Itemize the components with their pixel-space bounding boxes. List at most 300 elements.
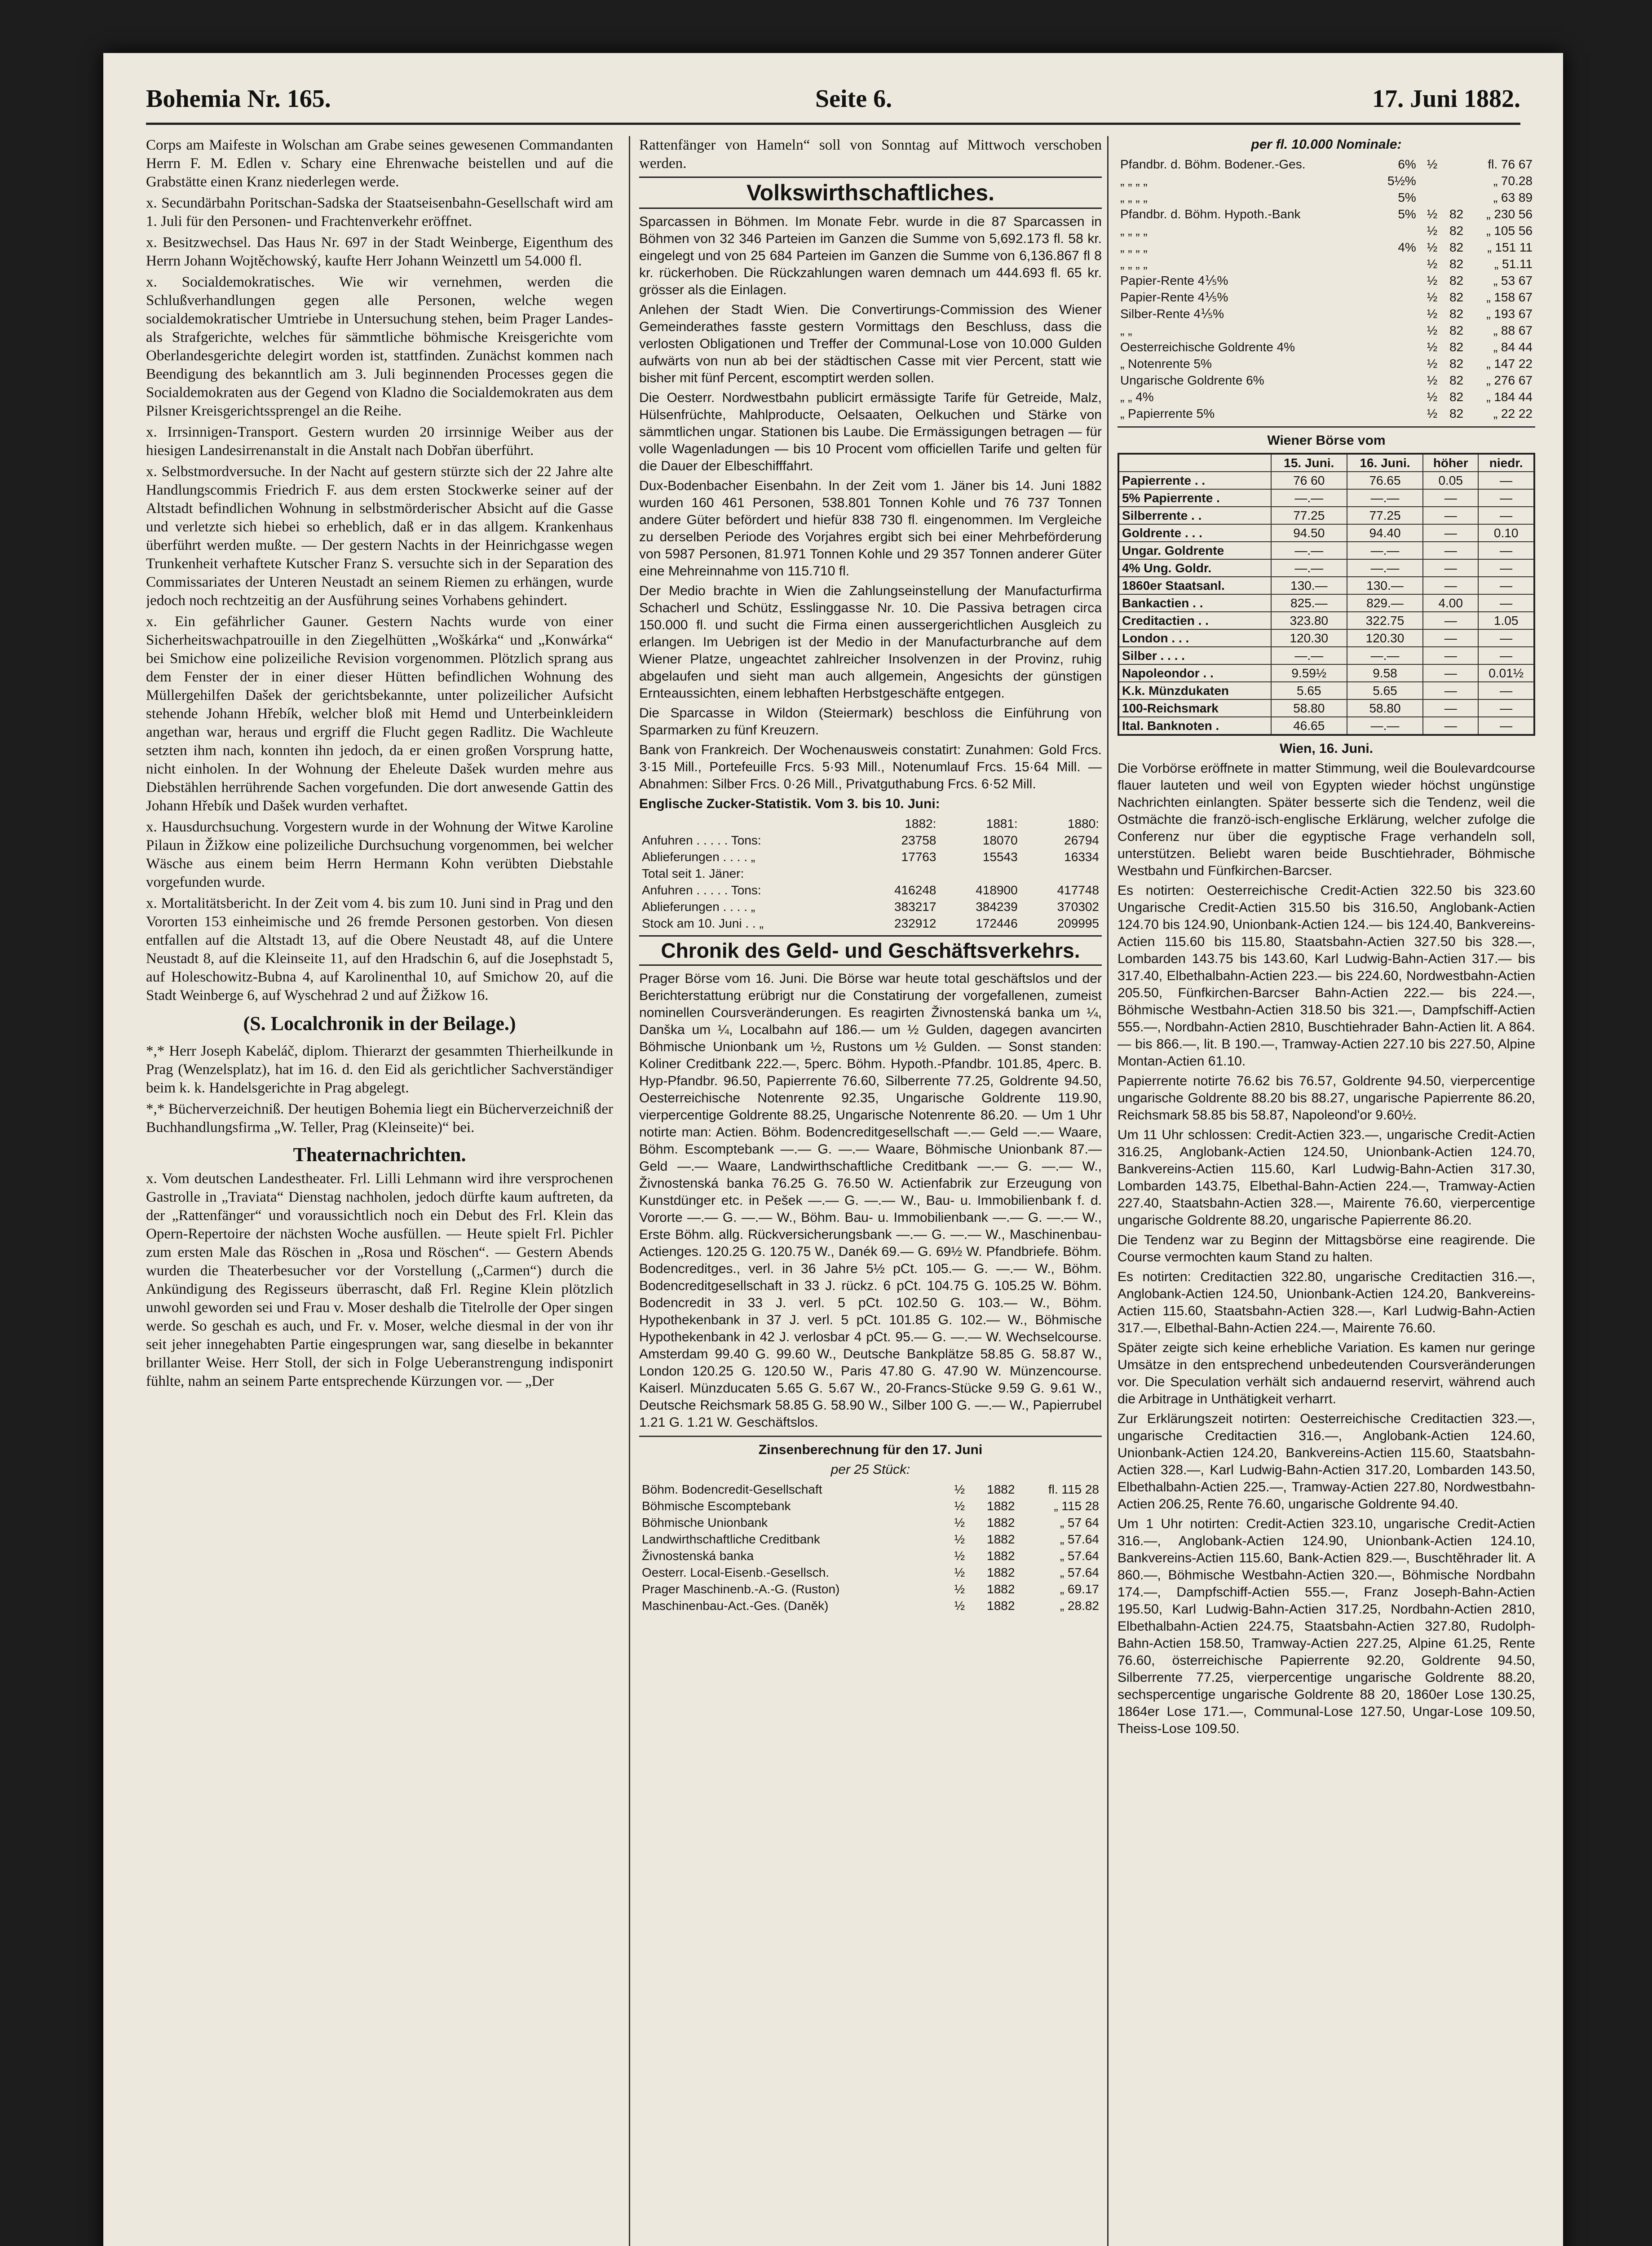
zinsen-v: „ 57.64 [1060,1532,1099,1546]
zucker-year-row [639,815,1102,832]
boerse-cell: 322.75 [1347,612,1423,629]
boerse-row [1118,717,1534,735]
boerse-row [1118,629,1534,647]
zinsen-y: 1882 [987,1532,1015,1546]
zucker-year: 1882: [905,817,936,831]
boerse-cell: Silber . . . . [1118,647,1271,664]
nominal-y: 82 [1449,373,1464,387]
boerse-cell: —.— [1271,647,1347,664]
nominal-f: ½ [1427,390,1438,404]
nominal-row [1118,389,1535,405]
boerse-cell: — [1423,717,1478,735]
nominal-pct [1373,355,1419,372]
nominal-row [1118,206,1535,222]
nominal-row [1118,372,1535,389]
boerse-cell: 9.58 [1347,664,1423,682]
zucker-value [1020,865,1102,882]
theater-text: x. Vom deutschen Landestheater. Frl. Lilli Lehmann wird ihre versprochenen Gastrolle in „Traviata“ Dienstag nachholen, jedoch dürfte kaum auftreten, da der „Rattenfänger“ und voraussichtlich noch ein Debut des Frl. Klein das Opern-Repertoire der nächsten Woche ausfüllen. — Heute spielt Frl. Pichler zum ersten Male das Röschen in „Rosa und Röschen“. — Gestern Abends wurden die Theaterbesucher vor der Vorstellung („Carmen“) durch die Ankündigung des Regisseurs überrascht, daß Frl. Regine Klein plötzlich unwohl geworden sei und Frau v. Moser deshalb die Titelrolle der Oper singen werde. So geschah es auch, und Fr. v. Moser, welche diesmal in der von ihr seit jeher innegehabten Partie eingesprungen war, sang dieselbe in bekannter brillanter Weise. Herr Stoll, der sich in Folge Ueberanstrengung indisponirt fühlte, nahm an seinem Parte entsprechende Kürzungen vor. — „Der [146,1171,613,1389]
boerse-row [1118,524,1534,542]
news-item: x. Besitzwechsel. Das Haus Nr. 697 in der Stadt Weinberge, Eigenthum des Herrn Johann Wojtěchowský, kaufte Herr Johann Weinzettl um 54.000 fl. [146,234,613,269]
zinsen-row [639,1481,1102,1498]
nominal-name: „ „ „ „ [1120,190,1148,204]
boerse-cell: — [1423,682,1478,699]
boerse-cell: Creditactien . . [1118,612,1271,629]
nominal-name: „ „ „ „ [1120,240,1148,254]
nominal-name: „ „ „ „ [1120,257,1148,271]
nominal-pct [1373,289,1419,305]
zinsen-f: ½ [954,1532,965,1546]
zinsen-f: ½ [954,1499,965,1513]
boerse-row [1118,647,1534,664]
nominal-v: „ 158 67 [1486,290,1533,304]
news-item: Corps am Maifeste in Wolschan am Grabe seines gewesenen Commandanten Herrn F. M. Edlen v. Schary eine Ehrenwache beistellen und auf die Grabstätte einen Kranz niederlegen werde. [146,137,613,190]
nominal-y: 82 [1449,274,1464,287]
zucker-value: 384239 [976,900,1018,914]
nominal-pct [1373,389,1419,405]
zucker-title: Englische Zucker-Statistik. Vom 3. bis 10. Juni: [639,796,940,811]
nominal-y: 82 [1449,323,1464,337]
nominal-name: „ „ „ „ [1120,174,1148,188]
zucker-row [639,915,1102,932]
boerse-header: 15. Juni. [1271,454,1347,472]
nominal-name: „ Notenrente 5% [1120,357,1212,371]
boerse-cell: —.— [1271,542,1347,559]
boerse-cell: —.— [1347,542,1423,559]
boerse-cell: — [1478,647,1534,664]
boerse-cell: — [1478,699,1534,717]
zinsen-row [639,1597,1102,1614]
boerse-header: niedr. [1478,454,1534,472]
theater-heading: Theaternachrichten. [293,1144,466,1166]
column-local-news [146,136,613,2246]
boerse-cell: 1.05 [1478,612,1534,629]
boerse-cell: — [1478,577,1534,594]
zucker-value: 209995 [1057,916,1099,930]
nominal-v: „ 84 44 [1493,340,1533,354]
column-stock-exchange [1107,136,1535,2246]
zinsen-name: Böhm. Bodencredit-Gesellschaft [642,1482,822,1496]
boerse-cell: 5.65 [1347,682,1423,699]
nominal-f: ½ [1427,323,1438,337]
nominal-pct [1373,256,1419,272]
boerse-cell: —.— [1347,717,1423,735]
nominal-f: ½ [1427,373,1438,387]
zinsen-y: 1882 [987,1516,1015,1530]
column-economy [629,136,1102,2246]
boerse-cell: London . . . [1118,629,1271,647]
nominal-name: Pfandbr. d. Böhm. Hypoth.-Bank [1120,207,1301,221]
nominal-y: 82 [1449,224,1464,238]
nominal-name: „ „ [1120,323,1132,337]
boerse-cell: — [1478,559,1534,577]
zucker-label: Anfuhren . . . . . Tons: [642,833,761,847]
notice-paragraphs [146,1042,613,1137]
boerse-header: höher [1423,454,1478,472]
boerse-cell: 120.30 [1271,629,1347,647]
boerse-cell: 5.65 [1271,682,1347,699]
page-header [146,80,1520,125]
nominal-pct [1373,305,1419,322]
boerse-cell: 58.80 [1347,699,1423,717]
zinsen-name: Živnostenská banka [642,1549,754,1563]
boerse-cell: — [1478,682,1534,699]
boerse-cell: 130.— [1271,577,1347,594]
boerse-cell: 4.00 [1423,594,1478,612]
boerse-cell: —.— [1347,489,1423,507]
zucker-table [639,815,1102,932]
zucker-value: 15543 [982,850,1018,864]
zucker-year: 1880: [1067,817,1099,831]
boerse-cell: 0.01½ [1478,664,1534,682]
zinsen-row [639,1564,1102,1581]
zucker-value: 17763 [901,850,936,864]
localchronik-notice: (S. Localchronik in der Beilage.) [243,1012,516,1035]
nominal-row [1118,239,1535,256]
zinsen-f: ½ [954,1549,965,1563]
boerse-cell: —.— [1271,489,1347,507]
zinsen-table [639,1481,1102,1614]
economy-item: Anlehen der Stadt Wien. Die Convertirungs-Commission des Wiener Gemeinderathes fasste gestern Vormittags den Beschluss, dass die verlosten Obligationen und Treffer der Communal-Lose von 10.000 Gulden aufwärts von nun ab bei der städtischen Casse mit vier Percent, statt wie bisher mit fünf Percent, escomptirt werden sollen. [639,302,1102,385]
nominal-v: „ 184 44 [1486,390,1533,404]
zucker-value: 370302 [1057,900,1099,914]
wien-report-item: Papierrente notirte 76.62 bis 76.57, Goldrente 94.50, vierpercentige ungarische Goldrente 88.20 bis 88.27, ungarische Papierrente 86.20, Reichsmark 58.85 bis 58.87, Napoleond'or 9.60½. [1118,1074,1535,1123]
boerse-cell: — [1423,542,1478,559]
zucker-value: 416248 [894,883,936,897]
nominal-y: 82 [1449,290,1464,304]
news-item: x. Socialdemokratisches. Wie wir vernehmen, werden die Schlußverhandlungen gegen alle Personen, welche wegen socialdemokratischer Umtriebe in Untersuchung stehen, beim Prager Landes- als Strafgerichte, welches für sämmtliche böhmische Kreisgerichte vom Oberlandesgerichte delegirt worden ist, stattfinden. Zunächst kommen nach Beendigung des bekanntlich am 3. Juli beginnenden Processes gegen die Socialdemokraten aus der Gegend von Kladno die Socialdemokraten aus dem Pilsner Kreisgerichtssprengel an die Reihe. [146,274,613,419]
boerse-cell: — [1478,507,1534,524]
boerse-cell: 100-Reichsmark [1118,699,1271,717]
nominal-pct: 5% [1398,207,1416,221]
boerse-cell: Bankactien . . [1118,594,1271,612]
nominal-y: 82 [1449,307,1464,321]
nominal-row [1118,172,1535,189]
nominal-row [1118,272,1535,289]
zucker-row [639,898,1102,915]
zinsen-f: ½ [954,1482,965,1496]
nominal-v: „ 276 67 [1486,373,1533,387]
boerse-row [1118,594,1534,612]
zucker-row [639,882,1102,898]
economy-intro: Rattenfänger von Hameln“ soll von Sonntag auf Mittwoch verschoben werden. [639,137,1102,172]
nominal-pct [1373,322,1419,339]
boerse-cell: — [1478,717,1534,735]
zucker-value: 23758 [901,833,936,847]
boerse-row [1118,559,1534,577]
zinsen-row [639,1531,1102,1547]
economy-item: Sparcassen in Böhmen. Im Monate Febr. wurde in die 87 Sparcassen in Böhmen von 32 346 Parteien im Ganzen die Summe von 5,692.173 fl. 58 kr. eingelegt und von 25 684 Parteien im Ganzen die Summe von 6,136.867 fl 8 kr. rückerhoben. Die Rückzahlungen waren demnach um 444.693 fl. 65 kr. grösser als die Einlagen. [639,214,1102,297]
zinsen-y: 1882 [987,1549,1015,1563]
news-item: x. Ein gefährlicher Gauner. Gestern Nachts wurde von einer Sicherheitswachpatrouille in den Ziegelhütten „Woškárka“ und „Konwárka“ bei Smichow eine polizeiliche Revision vorgenommen. Plötzlich sprang aus dem Fenster der in einer dieser Hütten befindlichen Wohnung des Müllergehilfen Dašek der gerichtsbekannte, unter polizeilicher Aufsicht stehende Johann Hřebík, welcher bloß mit Hemd und Unterbeinkleidern angethan war, heraus und ergriff die Flucht gegen Radlitz. Die Wachleute setzten ihm nach, konnten ihn jedoch, da er einen großen Vorsprung hatte, nicht einholen. In der Wohnung der Eheleute Dašek wurden mehre aus Diebstählen herrührende Sachen vorgefunden. Die dort anwesende Gattin des Johann Hřebík und Dašek wurden verhaftet. [146,614,613,814]
zinsen-y: 1882 [987,1499,1015,1513]
nominal-title: per fl. 10.000 Nominale: [1251,137,1402,152]
nominal-pct: 4% [1398,240,1416,254]
boerse-row [1118,682,1534,699]
zucker-row [639,832,1102,849]
nominal-f [1419,172,1440,189]
nominal-pct [1373,272,1419,289]
boerse-header: 16. Juni. [1347,454,1423,472]
nominal-row [1118,339,1535,355]
wien-report-item: Die Tendenz war zu Beginn der Mittagsbörse eine reagirende. Die Course vermochten kaum Stand zu halten. [1118,1233,1535,1264]
zinsen-f: ½ [954,1516,965,1530]
zucker-year: 1881: [986,817,1018,831]
wien-report-item: Um 1 Uhr notirten: Credit-Actien 323.10, ungarische Credit-Actien 316.—, Anglobank-Actien 124.90, Unionbank-Actien 124.10, Bankvereins-Actien 115.60, Bank-Actien 829.—, Buschtěhrader lit. A 860.—, Böhmische Westbahn-Actien 320.—, Böhmische Nordbahn 174.—, Dampfschiff-Actien 555.—, Franz Joseph-Bahn-Actien 195.50, Karl Ludwig-Bahn-Actien 317.25, Nordbahn-Actien 2810, Elbethalbahn-Actien 224.75, Staatsbahn-Actien 327.80, Rudolph-Bahn-Actien 158.50, Tramway-Actien 227.25, Alpine 61.25, Rente 76.60, österreichische Papierrente 92.20, Goldrente 94.50, Silberrente 77.25, vierpercentige ungarische Goldrente 88.20, sechspercentige ungarische Goldrente 88 20, 1860er Lose 130.25, 1864er Lose 171.—, Communal-Lose 127.50, Ungar-Lose 109.50, Theiss-Lose 109.50. [1118,1516,1535,1736]
boerse-cell: 76.65 [1347,472,1423,489]
wien-dateline: Wien, 16. Juni. [1279,741,1374,756]
nominal-v: „ 53 67 [1493,274,1533,287]
news-item: x. Mortalitätsbericht. In der Zeit vom 4. bis zum 10. Juni sind in Prag und den Vororten 153 einheimische und 26 fremde Personen gestorben. Von diesen entfallen auf die Altstadt 13, auf die Obere Neustadt 48, auf die Untere Neustadt 8, auf die Kleinseite 11, auf den Hradschin 6, auf die Josephstadt 5, auf Holeschowitz-Bubna 4, auf Karolinenthal 10, auf Smichow 20, auf die Stadt Weinberge 6, auf Wyschehrad 2 und auf Žižkow 16. [146,895,613,1004]
boerse-cell: — [1478,629,1534,647]
boerse-row [1118,472,1534,489]
nominal-f: ½ [1427,240,1438,254]
boerse-cell: Ital. Banknoten . [1118,717,1271,735]
zinsen-v: „ 28.82 [1060,1599,1099,1613]
boerse-cell: 46.65 [1271,717,1347,735]
nominal-pct: 5% [1398,190,1416,204]
economy-item: Dux-Bodenbacher Eisenbahn. In der Zeit vom 1. Jäner bis 14. Juni 1882 wurden 160 461 Personen, 538.801 Tonnen Kohle und 76 737 Tonnen andere Güter befördert und hiefür 838 730 fl. eingenommen. Im Vergleiche zu derselben Periode des Vorjahres ergibt sich bei einer Mehrbeförderung von 5987 Personen, 81.971 Tonnen Kohle und 29 357 Tonnen anderer Güter eine Mehreinnahme von 115.710 fl. [639,478,1102,579]
nominal-f: ½ [1427,207,1438,221]
boerse-cell: Ungar. Goldrente [1118,542,1271,559]
chronik-heading: Chronik des Geld- und Geschäftsverkehrs. [639,935,1102,966]
zucker-row [639,865,1102,882]
boerse-cell: —.— [1347,559,1423,577]
header-page-number: Seite 6. [815,85,892,113]
boerse-row [1118,489,1534,507]
nominal-f: ½ [1427,224,1438,238]
wien-report-paragraphs [1118,760,1535,1738]
zucker-value: 172446 [976,916,1018,930]
boerse-cell: — [1423,559,1478,577]
nominal-row [1118,256,1535,272]
zinsen-y: 1882 [987,1582,1015,1596]
zucker-label: Stock am 10. Juni . . „ [642,916,764,930]
nominal-y: 82 [1449,207,1464,221]
nominal-pct [1373,339,1419,355]
boerse-cell: 94.50 [1271,524,1347,542]
zinsen-row [639,1581,1102,1597]
boerse-cell: — [1423,612,1478,629]
zinsen-v: „ 57.64 [1060,1565,1099,1579]
nominal-v: „ 147 22 [1486,357,1533,371]
boerse-row [1118,507,1534,524]
boerse-cell: — [1478,594,1534,612]
news-item: x. Hausdurchsuchung. Vorgestern wurde in der Wohnung der Witwe Karoline Pilaun in Žižkow eine polizeiliche Durchsuchung vorgenommen, bei welcher Wäsche aus einem beim Herrn Hermann Kohn verübten Diebstahle vorgefunden wurde. [146,819,613,890]
nominal-v: fl. 76 67 [1488,157,1533,171]
zucker-label: Ablieferungen . . . . „ [642,850,755,864]
zinsen-name: Böhmische Escomptebank [642,1499,791,1513]
nominal-f: ½ [1427,407,1438,420]
boerse-cell: 58.80 [1271,699,1347,717]
boerse-cell: — [1423,524,1478,542]
newspaper-page [103,53,1563,2246]
boerse-cell: 1860er Staatsanl. [1118,577,1271,594]
nominal-name: „ „ „ „ [1120,224,1148,238]
boerse-cell: — [1423,647,1478,664]
nominal-v: „ 70.28 [1493,174,1533,188]
zinsen-subtitle: per 25 Stück: [830,1462,910,1477]
nominal-name: Oesterreichische Goldrente 4% [1120,340,1295,354]
nominal-v: „ 151 11 [1487,240,1533,254]
wien-report-item: Es notirten: Creditactien 322.80, ungarische Creditactien 316.—, Anglobank-Actien 124.50, Unionbank-Actien 124.20, Bankvereins-Actien 115.60, Staatsbahn-Actien 328.—, Karl Ludwig-Bahn-Actien 317.—, Elbethal-Bahn-Actien 224.—, Mairente 76.60. [1118,1269,1535,1335]
header-issue: Bohemia Nr. 165. [146,85,331,113]
nominal-name: Papier-Rente 4⅕% [1120,274,1228,287]
boerse-row [1118,577,1534,594]
nominal-row [1118,289,1535,305]
nominal-v: „ 88 67 [1493,323,1533,337]
boerse-cell: — [1423,629,1478,647]
wien-report-item: Es notirten: Oesterreichische Credit-Actien 322.50 bis 323.60 Ungarische Credit-Actien 315.50 bis 316.50, Anglobank-Actien 124.70 bis 124.90, Unionbank-Actien 124.— bis 124.40, Bankvereins-Actien 115.60 bis 115.80, Staatsbahn-Actien 327.50 bis 328.—, Lombarden 143.75 bis 143.60, Karl Ludwig-Bahn-Actien 317.— bis 317.40, Elbethalbahn-Actien 223.— bis 224.60, Nordwestbahn-Actien 205.50, Fünfkirchen-Barcser Bahn-Actien 222.— bis 224.—, Böhmische Westbahn-Actien 318.50 bis 321.—, Dampfschiff-Actien 555.—, Nordbahn-Actien 2810, Buschtiehrader Bahn-Actien lit. A 864.— bis 866.—, lit. B 190.—, Tramway-Actien 227.10 bis 227.50, Alpine Montan-Actien 61.10. [1118,883,1535,1069]
zinsen-v: fl. 115 28 [1048,1482,1099,1496]
boerse-cell: 0.05 [1423,472,1478,489]
nominal-row [1118,322,1535,339]
local-news-paragraphs [146,136,613,1005]
boerse-cell: 77.25 [1347,507,1423,524]
nominal-name: Papier-Rente 4⅕% [1120,290,1228,304]
zinsen-y: 1882 [987,1565,1015,1579]
nominal-v: „ 105 56 [1486,224,1533,238]
zinsen-v: „ 57 64 [1060,1516,1099,1530]
boerse-cell: 4% Ung. Goldr. [1118,559,1271,577]
zucker-value: 232912 [894,916,936,930]
nominal-y [1440,156,1466,172]
nominal-row [1118,355,1535,372]
zinsen-y: 1882 [987,1482,1015,1496]
zinsen-row [639,1498,1102,1514]
boerse-cell: — [1423,664,1478,682]
economy-heading: Volkswirthschaftliches. [639,177,1102,209]
nominal-v: „ 193 67 [1486,307,1533,321]
boerse-row [1118,542,1534,559]
zinsen-v: „ 57.64 [1060,1549,1099,1563]
zinsen-f: ½ [954,1599,965,1613]
nominal-name: Pfandbr. d. Böhm. Bodener.-Ges. [1120,157,1306,171]
wien-report-item: Zur Erklärungszeit notirten: Oesterreichische Creditactien 323.—, ungarische Creditactien 316.—, Anglobank-Actien 124.60, Unionbank-Actien 124.20, Bankvereins-Actien 115.60, Staatsbahn-Actien 328.—, Karl Ludwig-Bahn-Actien 317.20, Lombarden 143.50, Elbethalbahn-Actien 225.—, Tramway-Actien 227.80, Nordwestbahn-Actien 206.25, Rente 76.60, ungarische Goldrente 94.40. [1118,1411,1535,1512]
boerse-cell: 130.— [1347,577,1423,594]
nominal-name: Silber-Rente 4⅕% [1120,307,1224,321]
zinsen-row [639,1547,1102,1564]
boerse-cell: 829.— [1347,594,1423,612]
boerse-cell: 5% Papierrente . [1118,489,1271,507]
header-date: 17. Juni 1882. [1372,85,1520,113]
zucker-value: 383217 [894,900,936,914]
boerse-cell: —.— [1271,559,1347,577]
nominal-name: Ungarische Goldrente 6% [1120,373,1264,387]
nominal-pct [1373,372,1419,389]
boerse-cell: Silberrente . . [1118,507,1271,524]
zucker-value: 418900 [976,883,1018,897]
zinsen-name: Oesterr. Local-Eisenb.-Gesellsch. [642,1565,830,1579]
zinsen-y: 1882 [987,1599,1015,1613]
wien-report-item: Später zeigte sich keine erhebliche Variation. Es kamen nur geringe Umsätze in den entsprechend unbedeutenden Coursveränderungen vor. Die Speculation verhält sich andauernd reservirt, während auch die Arbitrage in Unthätigkeit verharrt. [1118,1340,1535,1406]
boerse-cell: Napoleondor . . [1118,664,1271,682]
zinsen-f: ½ [954,1565,965,1579]
nominal-y: 82 [1449,407,1464,420]
zucker-value: 417748 [1057,883,1099,897]
boerse-cell: — [1423,489,1478,507]
notice-item: *,* Herr Joseph Kabeláč, diplom. Thierarzt der gesammten Thierheilkunde in Prag (Wenzelsplatz), hat im 16. d. den Eid als gerichtlicher Sachverständiger beim k. k. Handelsgerichte in Prag abgelegt. [146,1043,613,1096]
zinsen-name: Böhmische Unionbank [642,1516,768,1530]
zucker-value: 16334 [1064,850,1099,864]
boerse-row [1118,664,1534,682]
zucker-label: Anfuhren . . . . . Tons: [642,883,761,897]
nominal-table [1118,156,1535,422]
nominal-y: 82 [1449,357,1464,371]
nominal-pct: 5½% [1387,174,1416,188]
nominal-row [1118,189,1535,206]
nominal-f: ½ [1427,357,1438,371]
news-item: x. Secundärbahn Poritschan-Sadska der Staatseisenbahn-Gesellschaft wird am 1. Juli für den Personen- und Frachtenverkehr eröffnet. [146,195,613,230]
news-item: x. Selbstmordversuche. In der Nacht auf gestern stürzte sich der 22 Jahre alte Handlungscommis Friedrich F. aus dem ersten Stockwerke seiner auf der Altstadt befindlichen Wohnung in selbstmörderischer Absicht auf die Gasse und verletzte sich hiebei so erheblich, daß er in das allgem. Krankenhaus überführt werden mußte. — Der gestern Nachts in der Heinrichgasse wegen Trunkenheit verhaftete Kutscher Franz S. versuchte sich in der Separation des Commissariates der Unteren Neustadt an seinem Riemen zu erhängen, wurde jedoch noch rechtzeitig an der Ausführung seines Vorhabens gehindert. [146,464,613,609]
boerse-cell: 825.— [1271,594,1347,612]
nominal-y [1440,172,1466,189]
zinsen-name: Landwirthschaftliche Creditbank [642,1532,820,1546]
wien-report-item: Um 11 Uhr schlossen: Credit-Actien 323.—, ungarische Credit-Actien 316.25, Anglobank-Actien 124.50, Unionbank-Actien 124.70, Bankvereins-Actien 115.60, Karl Ludwig-Bahn-Actien 317.30, Lombarden 143.75, Elbethal-Bahn-Actien 224.—, Tramway-Actien 227.40, Staatsbahn-Actien 328.—, Mairente 76.60, vierpercentige ungarische Goldrente 88.20, ungarische Papierrente 86.20. [1118,1127,1535,1228]
boerse-cell: 77.25 [1271,507,1347,524]
economy-paragraphs [639,213,1102,793]
zinsen-f: ½ [954,1582,965,1596]
zinsen-v: „ 69.17 [1060,1582,1099,1596]
nominal-y: 82 [1449,257,1464,271]
nominal-v: „ 230 56 [1486,207,1533,221]
boerse-cell: — [1478,542,1534,559]
zinsen-row [639,1514,1102,1531]
nominal-pct [1373,222,1419,239]
nominal-name: „ Papierrente 5% [1120,407,1215,420]
boerse-cell: Goldrente . . . [1118,524,1271,542]
chronik-paragraphs [639,970,1102,1431]
zinsen-name: Prager Maschinenb.-A.-G. (Ruston) [642,1582,840,1596]
zinsen-name: Maschinenbau-Act.-Ges. (Daněk) [642,1599,829,1613]
wiener-boerse-table [1118,453,1535,736]
boerse-cell: — [1423,577,1478,594]
economy-item: Die Sparcasse in Wildon (Steiermark) beschloss die Einführung von Sparmarken zu fünf Kreuzern. [639,706,1102,738]
nominal-f: ½ [1427,157,1438,171]
boerse-cell: 120.30 [1347,629,1423,647]
zucker-value: 18070 [982,833,1018,847]
news-item: x. Irrsinnigen-Transport. Gestern wurden 20 irrsinnige Weiber aus der hiesigen Landesirrenanstalt in die Anstalt nach Dobřan überführt. [146,424,613,459]
nominal-pct [1373,405,1419,422]
nominal-v: „ 22 22 [1493,407,1533,420]
boerse-cell: —.— [1347,647,1423,664]
nominal-row [1118,222,1535,239]
economy-item: Die Oesterr. Nordwestbahn publicirt ermässigte Tarife für Getreide, Malz, Hülsenfrüchte, Mahlproducte, Oelsaaten, Oelkuchen und Stärke von sämmtlichen ungar. Stationen bis Laube. Die Ermässigungen betragen — für volle Wagenladungen — bis 10 Procent vom officiellen Tarife und gelten für die Dauer der Elbeschifffahrt. [639,390,1102,473]
zinsen-v: „ 115 28 [1054,1499,1099,1513]
wien-report-item: Die Vorbörse eröffnete in matter Stimmung, weil die Boulevardcourse flauer lauteten und weil von Egypten wieder höchst ungünstige Nachrichten einlangten. Später besserte sich die Tendenz, weil die Ostmächte die franzö-isch-englische Erklärung, welcher zufolge die Conferenz nur über die egyptische Frage verhandeln soll, unterstützen. Beliebt waren beide Buschtiehrader, Böhmische Westbahn und Fünfkirchen-Barcser. [1118,761,1535,878]
boerse-row [1118,612,1534,629]
zinsen-title: Zinsenberechnung für den 17. Juni [758,1442,983,1457]
zucker-value: 26794 [1064,833,1099,847]
nominal-f: ½ [1427,257,1438,271]
zucker-label: Total seit 1. Jäner: [642,867,744,880]
nominal-pct: 6% [1398,157,1416,171]
nominal-row [1118,156,1535,172]
nominal-f: ½ [1427,290,1438,304]
boerse-cell: — [1478,472,1534,489]
nominal-f: ½ [1427,307,1438,321]
boerse-cell: 0.10 [1478,524,1534,542]
zucker-value [939,865,1020,882]
nominal-v: „ 63 89 [1493,190,1533,204]
zucker-label: Ablieferungen . . . . „ [642,900,755,914]
nominal-v: „ 51.11 [1494,257,1533,271]
nominal-f: ½ [1427,340,1438,354]
nominal-f [1419,189,1440,206]
boerse-cell: 9.59½ [1271,664,1347,682]
nominal-name: „ „ 4% [1120,390,1154,404]
boerse-cell: — [1423,507,1478,524]
boerse-cell: K.k. Münzdukaten [1118,682,1271,699]
